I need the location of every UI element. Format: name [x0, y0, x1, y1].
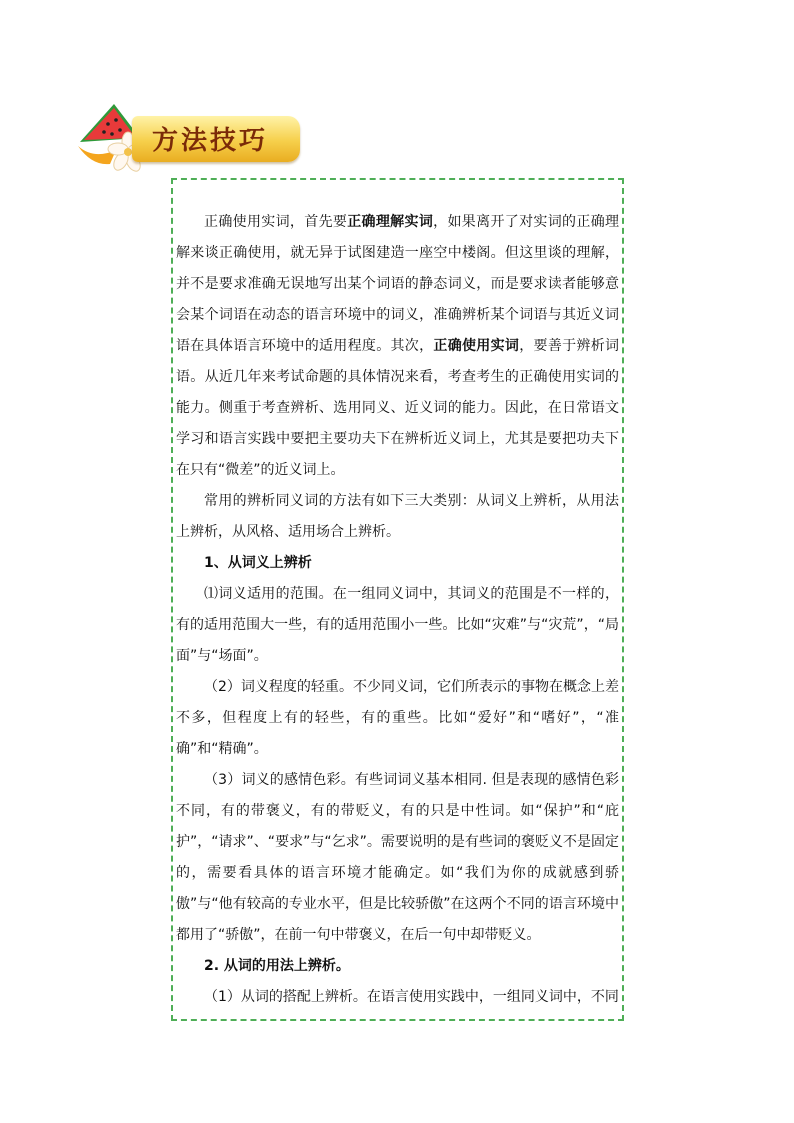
paragraph-2: 常用的辨析同义词的方法有如下三大类别：从词义上辨析，从用法上辨析，从风格、适用场合上辨析。: [176, 493, 619, 540]
section-title: 方法技巧: [152, 126, 269, 156]
paragraph-6: （1）从词的搭配上辨析。在语言使用实践中，一组同义词中，不同: [204, 989, 619, 1005]
paragraph-3: ⑴词义适用的范围。在一组同义词中，其词义的范围是不一样的，有的适用范围大一些，有的适用范围小一些。比如“灾难”与“灾荒”，“局面”与“场面”。: [176, 586, 619, 664]
paragraph-5: （3）词义的感情色彩。有些词词义基本相同. 但是表现的感情色彩不同，有的带褒义，有的带贬义，有的只是中性词。如“保护”和“庇护”，“请求”、“要求”与“乞求”。需要说明的是有些词的褒贬义不是固定的，需要看具体的语言环境才能确定。如“我们为你的成就感到骄傲”与“他有较高的专业水平，但是比较骄傲”在这两个不同的语言环境中都用了“骄傲”，在前一句中带褒义，在后一句中却带贬义。: [176, 772, 619, 943]
section-banner: [74, 98, 306, 172]
heading-1: 1、从词义上辨析: [204, 555, 312, 571]
text-run: ，如果离开了对实词的正确理解来谈正确使用，就无异于试图建造一座空中楼阁。但这里谈的理解，并不是要求准确无误地写出某个词语的静态词义，而是要求读者能够意会某个词语在动态的语言环境中的词义，准确辨析某个词语与其近义词语在具体语言环境中的适用程度。其次，: [176, 214, 620, 354]
paragraph-1: [176, 207, 619, 486]
bold-term: 正确使用实词: [433, 338, 520, 354]
content-body: [176, 207, 619, 1013]
bold-term: 正确理解实词: [347, 214, 434, 230]
text-run: 正确使用实词，首先要: [204, 214, 348, 230]
paragraph-4: （2）词义程度的轻重。不少同义词，它们所表示的事物在概念上差不多，但程度上有的轻些，有的重些。比如“爱好”和“嗜好”，“准确”和“精确”。: [176, 679, 619, 757]
heading-2: 2. 从词的用法上辨析。: [204, 958, 350, 974]
text-run: ，要善于辨析词语。从近几年来考试命题的具体情况来看，考查考生的正确使用实词的能力。侧重于考查辨析、选用同义、近义词的能力。因此，在日常语文学习和语言实践中要把主要功夫下在辨析近义词上，尤其是要把功夫下在只有“微差”的近义词上。: [176, 338, 620, 478]
